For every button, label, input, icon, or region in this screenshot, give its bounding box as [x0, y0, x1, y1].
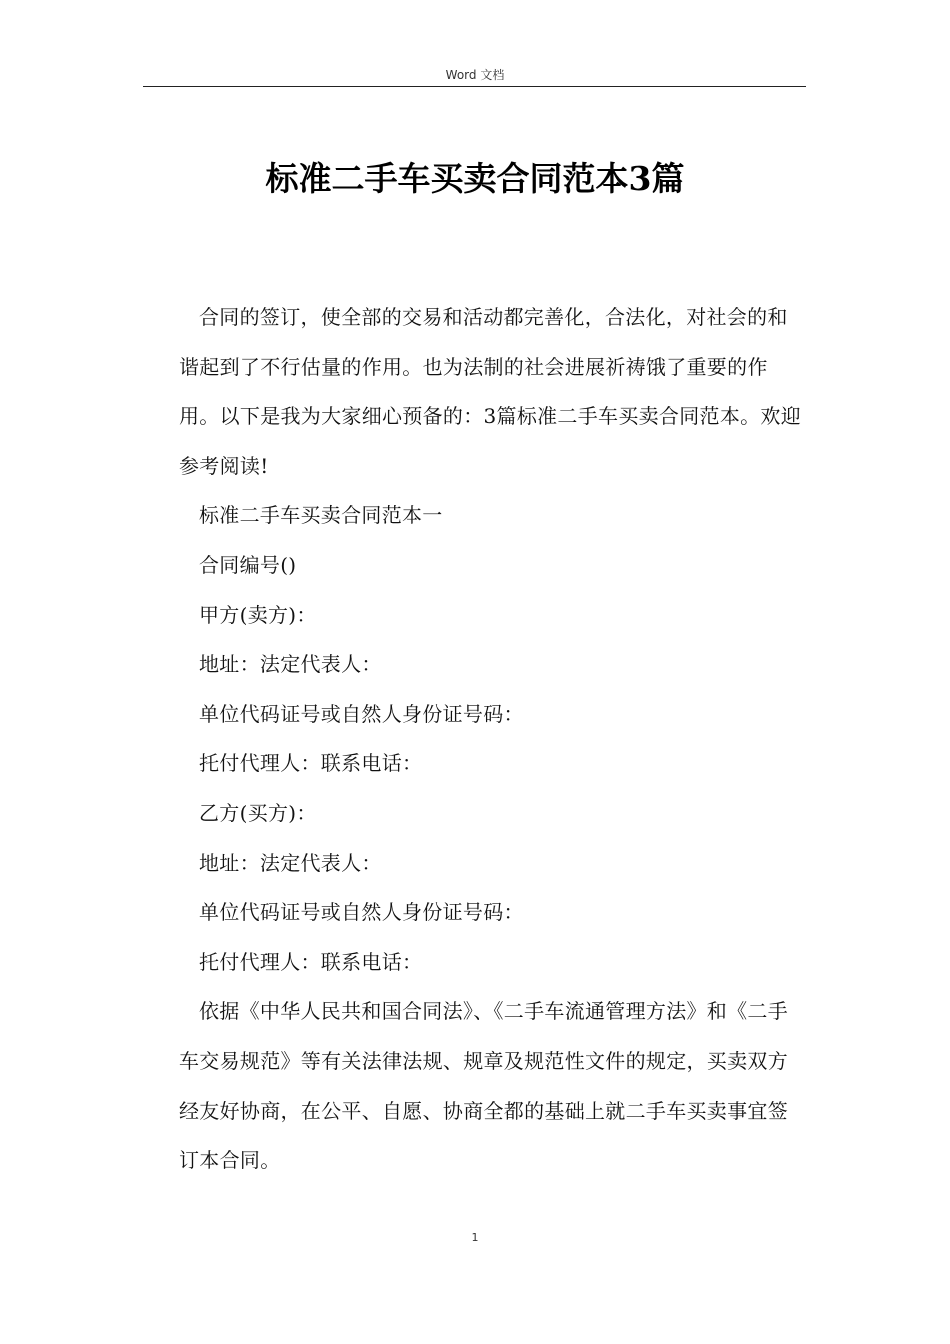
paragraph-legal-basis: 依据《中华人民共和国合同法》、《二手车流通管理方法》和《二手车交易规范》等有关法律法规、规章及规范性文件的规定，买卖双方经友好协商，在公平、自愿、协商全都的基础上就二手车买卖事宜签订本合同。 — [179, 999, 788, 1173]
paragraph-party-a: 甲方(卖方)： — [199, 602, 317, 627]
paragraph-intro: 合同的签订，使全部的交易和活动都完善化，合法化，对社会的和谐起到了不行估量的作用。也为法制的社会进展祈祷饿了重要的作用。以下是我为大家细心预备的：3篇标准二手车买卖合同范本。欢迎参考阅读! — [179, 305, 802, 478]
paragraph-section-heading: 标准二手车买卖合同范本一 — [199, 503, 443, 528]
page-number: 1 — [471, 1231, 479, 1244]
paragraph-party-b: 乙方(买方)： — [199, 800, 317, 825]
paragraph-party-b-agent: 托付代理人：联系电话： — [199, 949, 423, 974]
page-header: Word 文档 — [445, 68, 505, 82]
paragraph-contract-number: 合同编号() — [199, 552, 297, 577]
paragraph-party-a-id: 单位代码证号或自然人身份证号码： — [199, 701, 524, 726]
paragraph-party-a-agent: 托付代理人：联系电话： — [199, 751, 423, 776]
document-title: 标准二手车买卖合同范本3篇 — [265, 159, 685, 198]
paragraph-party-a-address: 地址：法定代表人： — [199, 652, 382, 677]
header-divider — [143, 86, 806, 87]
document-body — [179, 293, 807, 1186]
paragraph-party-b-id: 单位代码证号或自然人身份证号码： — [199, 900, 524, 925]
paragraph-party-b-address: 地址：法定代表人： — [199, 850, 382, 875]
